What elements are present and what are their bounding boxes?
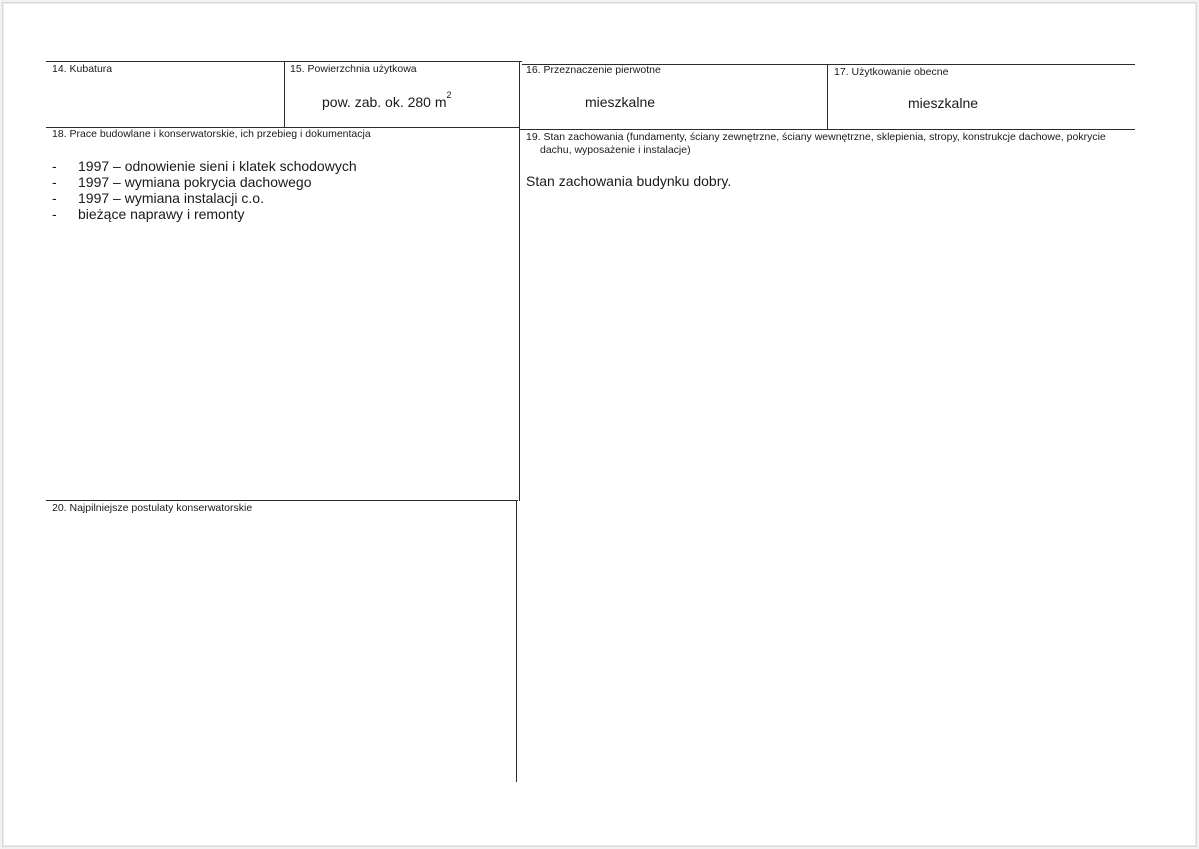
powierzchnia-value: pow. zab. ok. 280 m: [322, 94, 447, 110]
list-marker: -: [52, 206, 57, 222]
prace-label: 18. Prace budowlane i konserwatorskie, ich przebieg i dokumentacja: [52, 128, 371, 140]
uzytkowanie-label: 17. Użytkowanie obecne: [834, 66, 949, 78]
list-item: [48, 190, 357, 206]
stan-value: Stan zachowania budynku dobry.: [526, 173, 732, 189]
powierzchnia-label: 15. Powierzchnia użytkowa: [290, 63, 417, 75]
list-marker: -: [52, 158, 57, 174]
rule-col-14-15: [284, 61, 285, 127]
list-marker: -: [52, 174, 57, 190]
postulaty-label: 20. Najpilniejsze postulaty konserwatorskie: [52, 502, 253, 514]
list-item-text: 1997 – wymiana pokrycia dachowego: [78, 174, 312, 190]
uzytkowanie-value: mieszkalne: [908, 95, 979, 111]
list-item: [48, 206, 357, 222]
list-item-text: bieżące naprawy i remonty: [78, 206, 245, 222]
kubatura-label: 14. Kubatura: [52, 63, 113, 75]
rule-row2-right: [520, 129, 1135, 130]
powierzchnia-unit-sup: 2: [446, 90, 452, 101]
rule-col-center-lower: [516, 500, 517, 782]
powierzchnia-value-wrap: [322, 90, 452, 110]
przeznaczenie-label: 16. Przeznaczenie pierwotne: [526, 64, 661, 76]
list-item: [48, 174, 357, 190]
list-item: [48, 158, 357, 174]
list-item-text: 1997 – wymiana instalacji c.o.: [78, 190, 264, 206]
prace-list: [48, 158, 357, 222]
przeznaczenie-value: mieszkalne: [585, 94, 656, 110]
list-item-text: 1997 – odnowienie sieni i klatek schodowych: [78, 158, 357, 174]
stan-label: 19. Stan zachowania (fundamenty, ściany zewnętrzne, ściany wewnętrzne, sklepienia, stropy, konstrukcje dachowe, pokrycie dachu, wyposażenie i instalacje): [526, 131, 1106, 156]
rule-col-16-17: [827, 64, 828, 129]
list-marker: -: [52, 190, 57, 206]
rule-col-center: [519, 61, 520, 501]
rule-section20: [46, 500, 518, 501]
